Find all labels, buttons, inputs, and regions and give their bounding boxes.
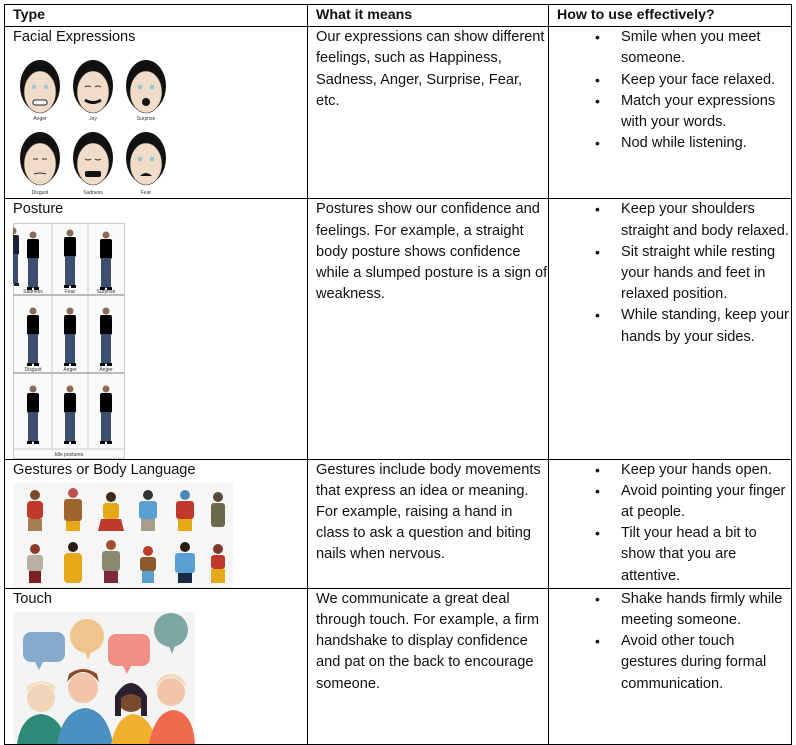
type-cell: [5, 588, 308, 744]
table-row: [5, 459, 792, 588]
svg-text:Idle postures: Idle postures: [54, 451, 84, 458]
tip-item: • Keep your face relaxed.: [621, 70, 791, 91]
face-anger: [20, 60, 60, 113]
face-sadness: [73, 132, 113, 185]
svg-text:Joy: Joy: [89, 116, 97, 123]
svg-text:Fear: Fear: [140, 190, 152, 197]
header-meaning: What it means: [308, 5, 549, 27]
table-row: [5, 27, 792, 199]
tip-item: • Smile when you meet someone.: [621, 27, 791, 69]
svg-text:Disgust: Disgust: [24, 366, 42, 373]
type-label: Facial Expressions: [13, 29, 136, 46]
tips-cell: [549, 459, 792, 588]
tip-item: • Keep your hands open.: [621, 460, 791, 481]
table-row: [5, 199, 792, 459]
touch-image: [13, 612, 195, 744]
face-fear: [126, 132, 166, 185]
type-label: Touch: [13, 590, 52, 607]
meaning-cell: We communicate a great deal through touch. For example, a firm handshake to display confidence and pat on the back to encourage someone.: [308, 588, 549, 744]
svg-text:Anger: Anger: [33, 116, 47, 123]
tips-cell: [549, 27, 792, 199]
type-label: Posture: [13, 201, 64, 218]
svg-text:Surprise: Surprise: [136, 116, 156, 123]
tips-cell: [549, 199, 792, 459]
meaning-cell: Gestures include body movements that express an idea or meaning. For example, raising a hand in class to ask a question and biting nails when nervous.: [308, 459, 549, 588]
tip-item: • Shake hands firmly while meeting someone.: [621, 589, 791, 631]
svg-text:Sadness: Sadness: [83, 190, 103, 197]
header-how-to-use: How to use effectively?: [549, 5, 792, 27]
face-joy: [73, 60, 113, 113]
tip-item: • Sit straight while resting your hands and feet in relaxed position.: [621, 242, 791, 306]
gestures-image: [13, 483, 233, 588]
facial-expressions-image: [13, 50, 175, 198]
tip-item: • Keep your shoulders straight and body relaxed.: [621, 199, 791, 241]
tip-item: • Tilt your head a bit to show that you are attentive.: [621, 523, 791, 587]
posture-image: [13, 223, 125, 459]
svg-text:Anger: Anger: [99, 366, 113, 373]
svg-text:Surprise: Surprise: [96, 288, 116, 295]
meaning-cell: Postures show our confidence and feelings. For example, a straight body posture shows confidence while a slumped posture is a sign of weakness.: [308, 199, 549, 459]
svg-text:Anger: Anger: [63, 366, 77, 373]
tips-list: [557, 27, 791, 154]
type-label: Gestures or Body Language: [13, 461, 196, 478]
svg-text:Disgust: Disgust: [31, 190, 49, 197]
type-cell: [5, 199, 308, 459]
type-cell: [5, 27, 308, 199]
tip-item: • While standing, keep your hands by your sides.: [621, 305, 791, 347]
tips-list: [557, 589, 791, 695]
tip-item: • Nod while listening.: [621, 133, 791, 154]
svg-text:Fear: Fear: [64, 288, 76, 295]
face-surprise: [126, 60, 166, 113]
tips-list: [557, 460, 791, 587]
svg-text:Sadness: Sadness: [23, 288, 43, 295]
meaning-cell: Our expressions can show different feelings, such as Happiness, Sadness, Anger, Surprise, Fear, etc.: [308, 27, 549, 199]
header-type: Type: [5, 5, 308, 27]
tip-item: • Match your expressions with your words.: [621, 91, 791, 133]
tips-list: [557, 199, 791, 347]
face-disgust: [20, 132, 60, 185]
header-row: [5, 5, 792, 27]
type-cell: [5, 459, 308, 588]
tips-cell: [549, 588, 792, 744]
nonverbal-communication-table: [4, 4, 792, 745]
tip-item: • Avoid other touch gestures during formal communication.: [621, 631, 791, 695]
table-row: [5, 588, 792, 744]
tip-item: • Avoid pointing your finger at people.: [621, 481, 791, 523]
